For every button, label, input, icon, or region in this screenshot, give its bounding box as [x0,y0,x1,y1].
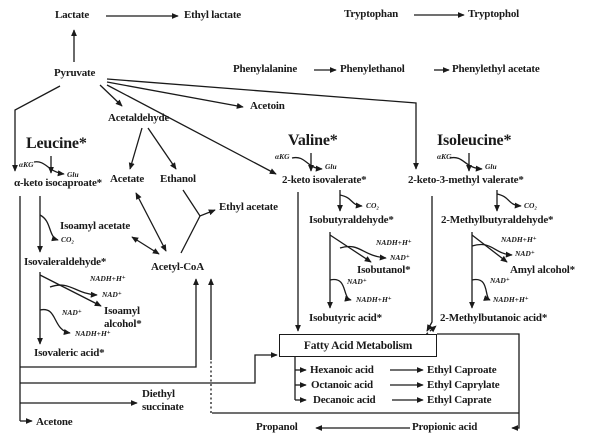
fatty-acid-metabolism-box [279,334,437,357]
node-hexanoic-acid: Hexanoic acid [310,364,374,376]
node-ethyl-caprylate: Ethyl Caprylate [427,379,500,391]
node-keto-isovalerate: 2-keto isovalerate* [282,174,367,186]
node-diethyl-succinate: Diethyl succinate [142,388,184,413]
node-phenylethanol: Phenylethanol [340,63,405,75]
nad-label-amyl: NAD⁺ [515,249,535,258]
node-ethyl-caproate: Ethyl Caproate [427,364,497,376]
node-keto-isocaproate: α-keto isocaproate* [14,177,102,189]
akg-label-valine: αKG [275,152,290,161]
akg-label-leucine: αKG [19,160,34,169]
nadh-label-isoamyl: NADH+H⁺ [90,274,126,283]
node-tryptophol: Tryptophol [468,8,519,20]
node-ethyl-caprate: Ethyl Caprate [427,394,492,406]
glu-label-leucine: Glu [67,170,79,179]
node-isobutyraldehyde: Isobutyraldehyde* [309,214,394,226]
node-methylbutanoic-acid: 2-Methylbutanoic acid* [440,312,548,324]
nadh-label-isovaleric: NADH+H⁺ [75,329,111,338]
node-isoamyl-acetate: Isoamyl acetate [60,220,131,232]
node-leucine: Leucine* [26,135,87,152]
node-acetyl-coa: Acetyl-CoA [151,261,204,273]
glu-label-valine: Glu [325,162,337,171]
node-isobutanol: Isobutanol* [357,264,411,276]
node-decanoic-acid: Decanoic acid [313,394,376,406]
node-isovaleric-acid: Isovaleric acid* [34,347,105,359]
nadh-label-isobutanol: NADH+H⁺ [376,238,412,247]
node-octanoic-acid: Octanoic acid [311,379,373,391]
node-pyruvate: Pyruvate [54,67,96,79]
node-isoleucine: Isoleucine* [437,132,512,149]
node-ethanol: Ethanol [160,173,196,185]
nad-label-isobutyric: NAD⁺ [347,277,367,286]
node-phenylalanine: Phenylalanine [233,63,298,75]
co2-label-valine: CO₂ [366,201,380,210]
node-amyl-alcohol: Amyl alcohol* [510,264,575,276]
node-isovaleraldehyde: Isovaleraldehyde* [24,256,107,268]
node-acetone: Acetone [36,416,73,428]
fatty-acid-metabolism-label: Fatty Acid Metabolism [303,339,413,352]
node-propionic-acid: Propionic acid [412,421,478,433]
node-methylbutyraldehyde: 2-Methylbutyraldehyde* [441,214,554,226]
node-tryptophan: Tryptophan [344,8,399,20]
co2-label-leucine: CO₂ [61,235,75,244]
node-ethyl-acetate: Ethyl acetate [219,201,278,213]
node-propanol: Propanol [256,421,298,433]
nad-label-isobutanol: NAD⁺ [390,253,410,262]
node-isobutyric-acid: Isobutyric acid* [309,312,382,324]
nadh-label-isobutyric: NADH+H⁺ [356,295,392,304]
node-valine: Valine* [288,132,338,149]
node-acetoin: Acetoin [250,100,285,112]
glu-label-isoleucine: Glu [485,162,497,171]
co2-label-isoleucine: CO₂ [524,201,538,210]
node-keto-methyl-valerate: 2-keto-3-methyl valerate* [408,174,524,186]
node-acetaldehyde: Acetaldehyde [108,112,170,124]
nadh-label-amyl: NADH+H⁺ [501,235,537,244]
akg-label-isoleucine: αKG [437,152,452,161]
node-ethyl-lactate: Ethyl lactate [184,9,241,21]
node-lactate: Lactate [55,9,90,21]
nad-label-isovaleric: NAD⁺ [62,308,82,317]
nadh-label-methylbutanoic: NADH+H⁺ [493,295,529,304]
node-isoamyl-alcohol: Isoamyl alcohol* [104,305,142,330]
nad-label-methylbutanoic: NAD⁺ [490,276,510,285]
nad-label-isoamyl: NAD⁺ [102,290,122,299]
node-acetate: Acetate [110,173,145,185]
node-phenylethyl-acetate: Phenylethyl acetate [452,63,540,75]
